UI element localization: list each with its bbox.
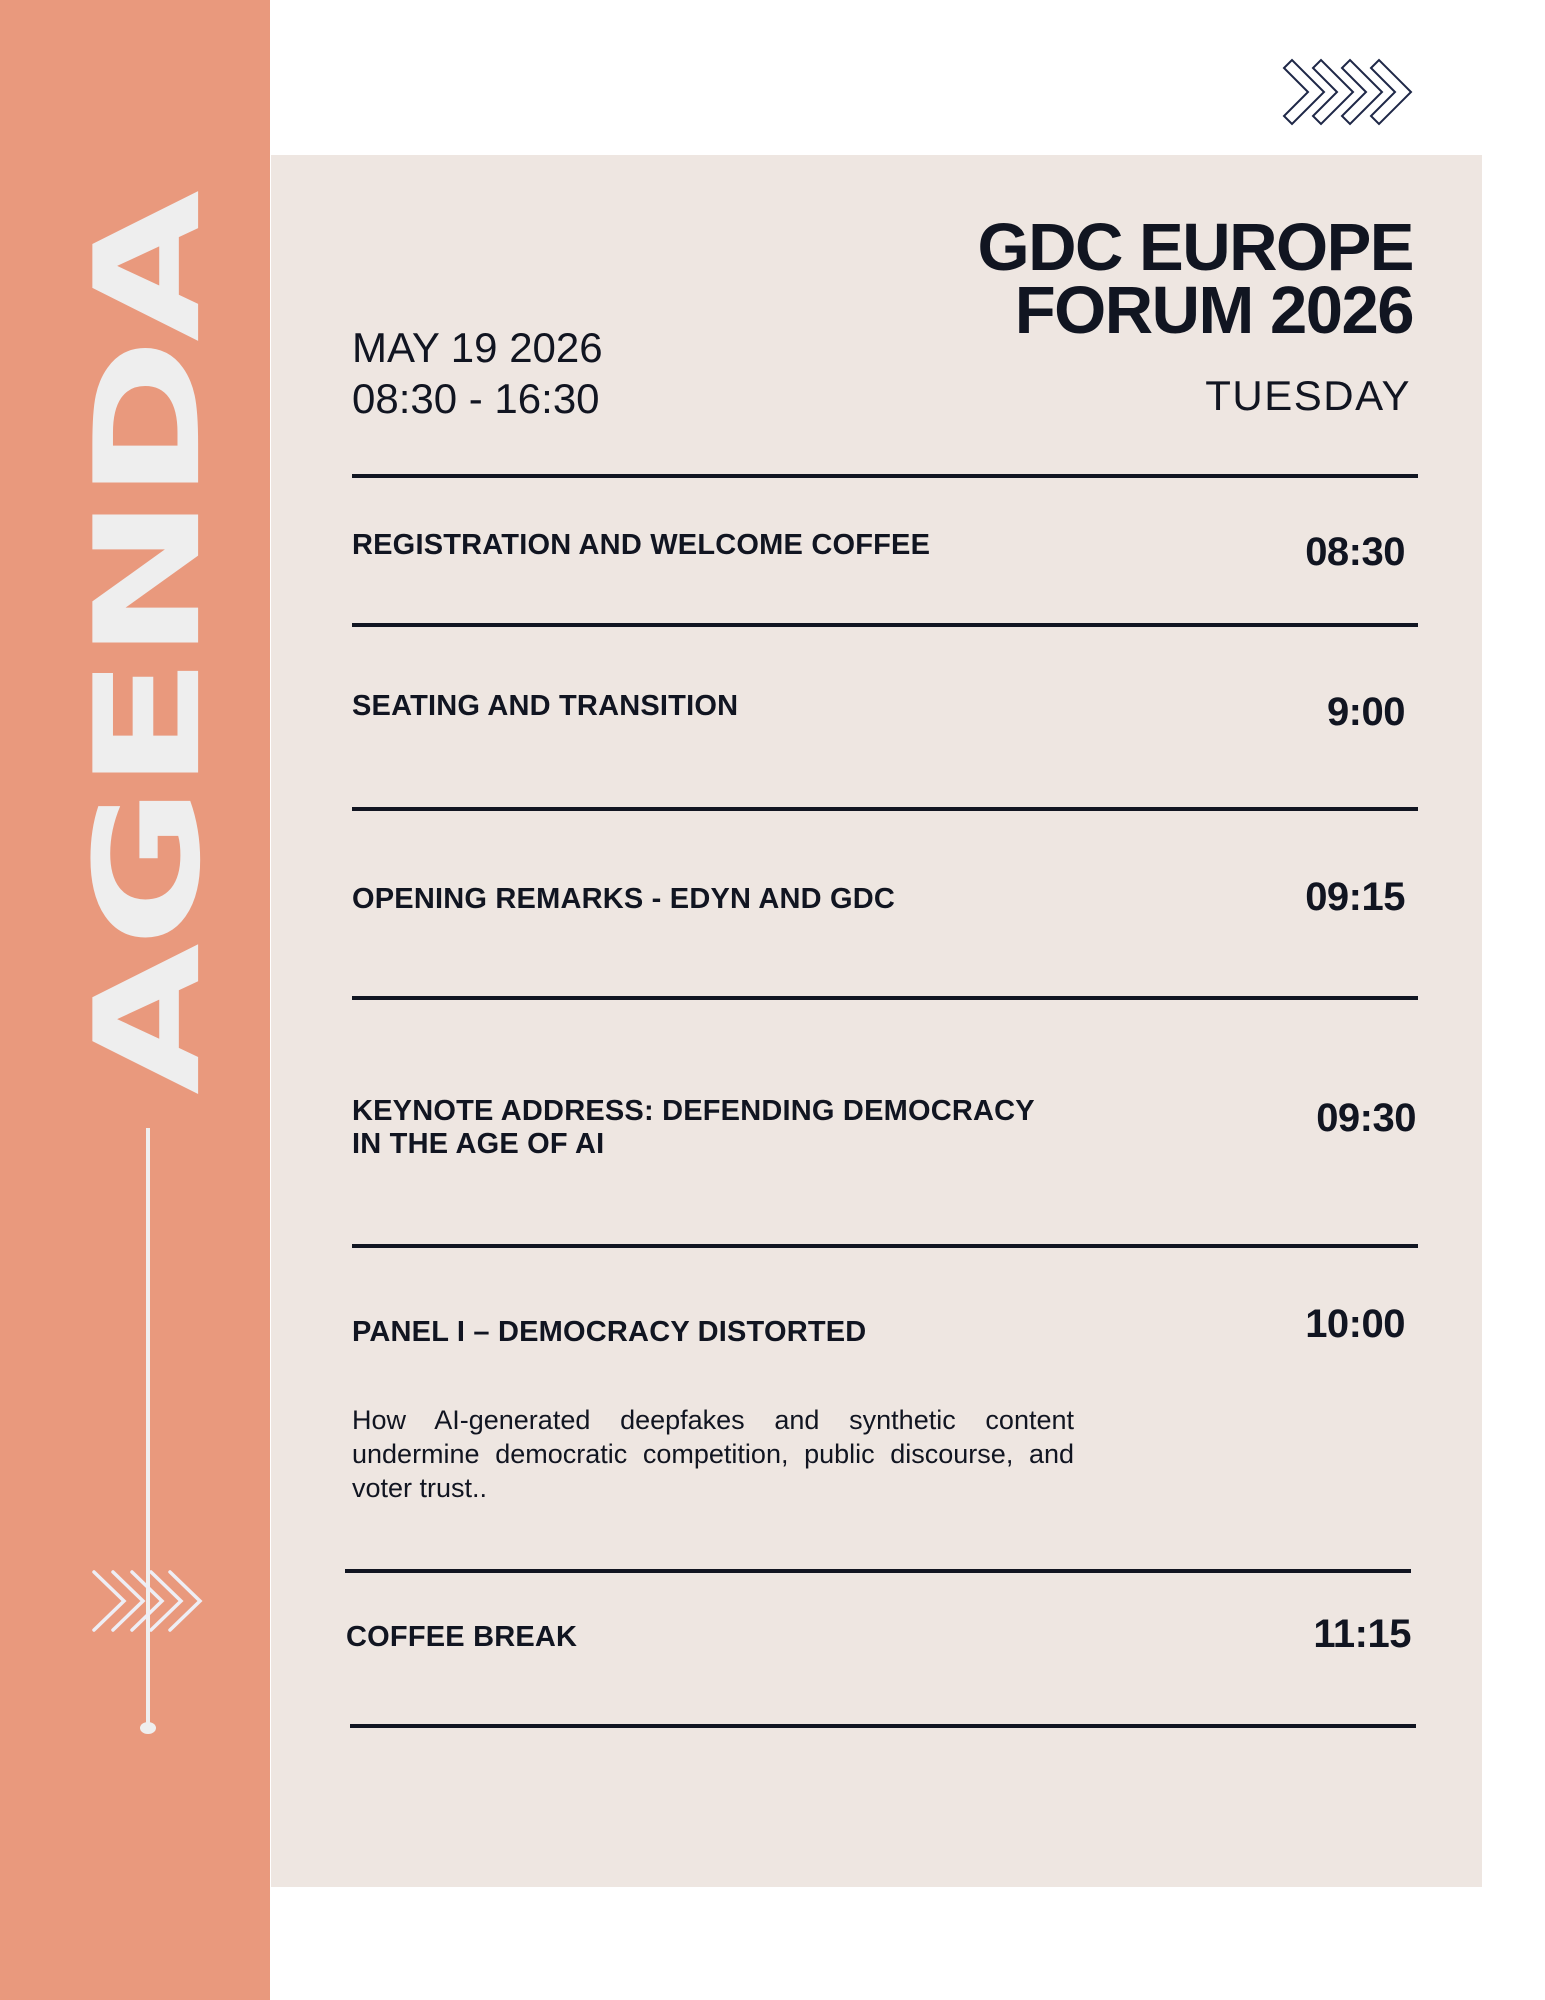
agenda-item-title: PANEL I – DEMOCRACY DISTORTED — [352, 1316, 867, 1348]
agenda-item-title — [352, 1095, 1035, 1161]
divider — [352, 623, 1418, 627]
divider — [352, 807, 1418, 811]
timeline-line-icon — [146, 1128, 150, 1728]
event-title-line2: FORUM 2026 — [1014, 273, 1413, 348]
agenda-item-time: 11:15 — [1313, 1612, 1411, 1656]
agenda-item-description: How AI-generated deepfakes and synthetic content undermine democratic competition, public discourse, and voter trust.. — [352, 1405, 1074, 1503]
event-date: MAY 19 2026 — [352, 324, 603, 371]
agenda-item-title-line1: KEYNOTE ADDRESS: DEFENDING DEMOCRACY — [352, 1095, 1035, 1127]
agenda-item-title: REGISTRATION AND WELCOME COFFEE — [352, 529, 931, 561]
agenda-item-time: 08:30 — [1305, 530, 1405, 574]
event-day: TUESDAY — [1205, 372, 1411, 419]
event-date-block — [352, 322, 603, 424]
agenda-item-title: OPENING REMARKS - EDYN AND GDC — [352, 883, 896, 915]
agenda-item-title-line2: IN THE AGE OF AI — [352, 1128, 605, 1160]
agenda-item-title: SEATING AND TRANSITION — [352, 690, 739, 722]
agenda-item-time: 09:30 — [1316, 1096, 1416, 1140]
chevrons-right-icon — [90, 1570, 205, 1632]
agenda-item-title: COFFEE BREAK — [346, 1621, 578, 1653]
timeline-dot-icon — [140, 1722, 156, 1734]
divider — [350, 1724, 1416, 1728]
chevrons-right-icon — [1282, 57, 1418, 133]
divider — [352, 474, 1418, 478]
event-hours: 08:30 - 16:30 — [352, 375, 600, 422]
event-title — [977, 210, 1413, 348]
divider — [345, 1569, 1411, 1573]
sidebar — [0, 0, 270, 2000]
event-title-line1: GDC EUROPE — [977, 210, 1413, 285]
agenda-item-time: 10:00 — [1305, 1302, 1405, 1346]
agenda-item-time: 9:00 — [1326, 690, 1405, 734]
agenda-heading: AGENDA — [64, 194, 233, 1095]
divider — [352, 1244, 1418, 1248]
agenda-item-time: 09:15 — [1305, 875, 1405, 919]
divider — [352, 996, 1418, 1000]
